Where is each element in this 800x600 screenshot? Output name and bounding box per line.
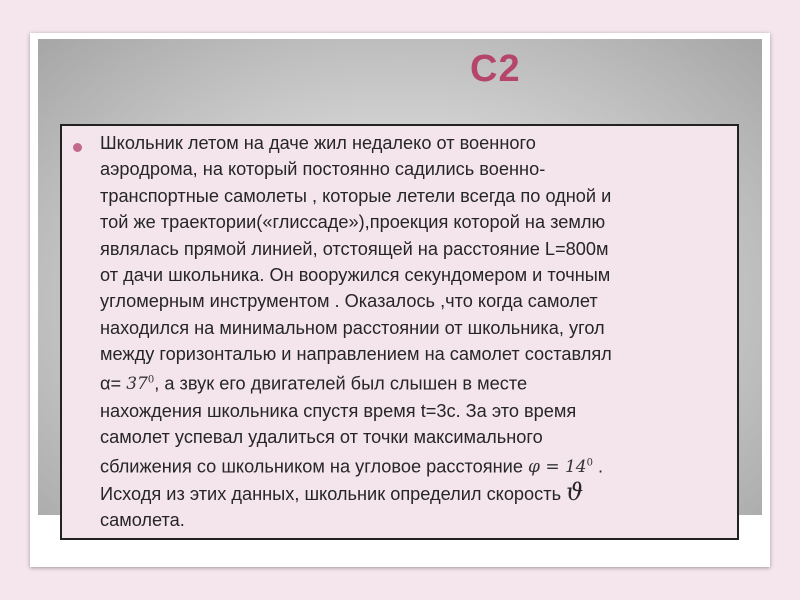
angle-alpha-formula: $37^0$ xyxy=(126,374,155,395)
problem-statement xyxy=(100,130,736,533)
statement-part-4: самолета. xyxy=(100,510,185,530)
velocity-symbol: ϑ xyxy=(566,477,584,506)
statement-part-3: . Исходя из этих данных, школьник определил скорость xyxy=(100,456,604,504)
angle-phi-formula: $\varphi = 14^0$ xyxy=(528,457,593,478)
statement-part-1: Школьник летом на даче жил недалеко от военного аэродрома, на который постоянно садились военно- транспортные самолеты , которые летели всегда по одной и той же траектории(«глиссаде»),проекция которой на землю являлась прямой линией, отстоящей на расстояние L=800м от дачи школьника. Он вооружился секундомером и точным угломерным инструментом . Оказалось ,что когда самолет находился на минимальном расстоянии от школьника, угол между горизонталью и направлением на самолет составлял α= xyxy=(100,133,612,394)
bullet-dot-icon xyxy=(73,143,82,152)
slide-title: С2 xyxy=(470,48,521,90)
statement-part-2: , а звук его двигателей был слышен в месте нахождения школьника спустя время t=3с. За это время самолет успевал удалиться от точки максимального сближения со школьником на угловое расстояние xyxy=(100,373,577,477)
problem-text-box xyxy=(60,124,739,540)
